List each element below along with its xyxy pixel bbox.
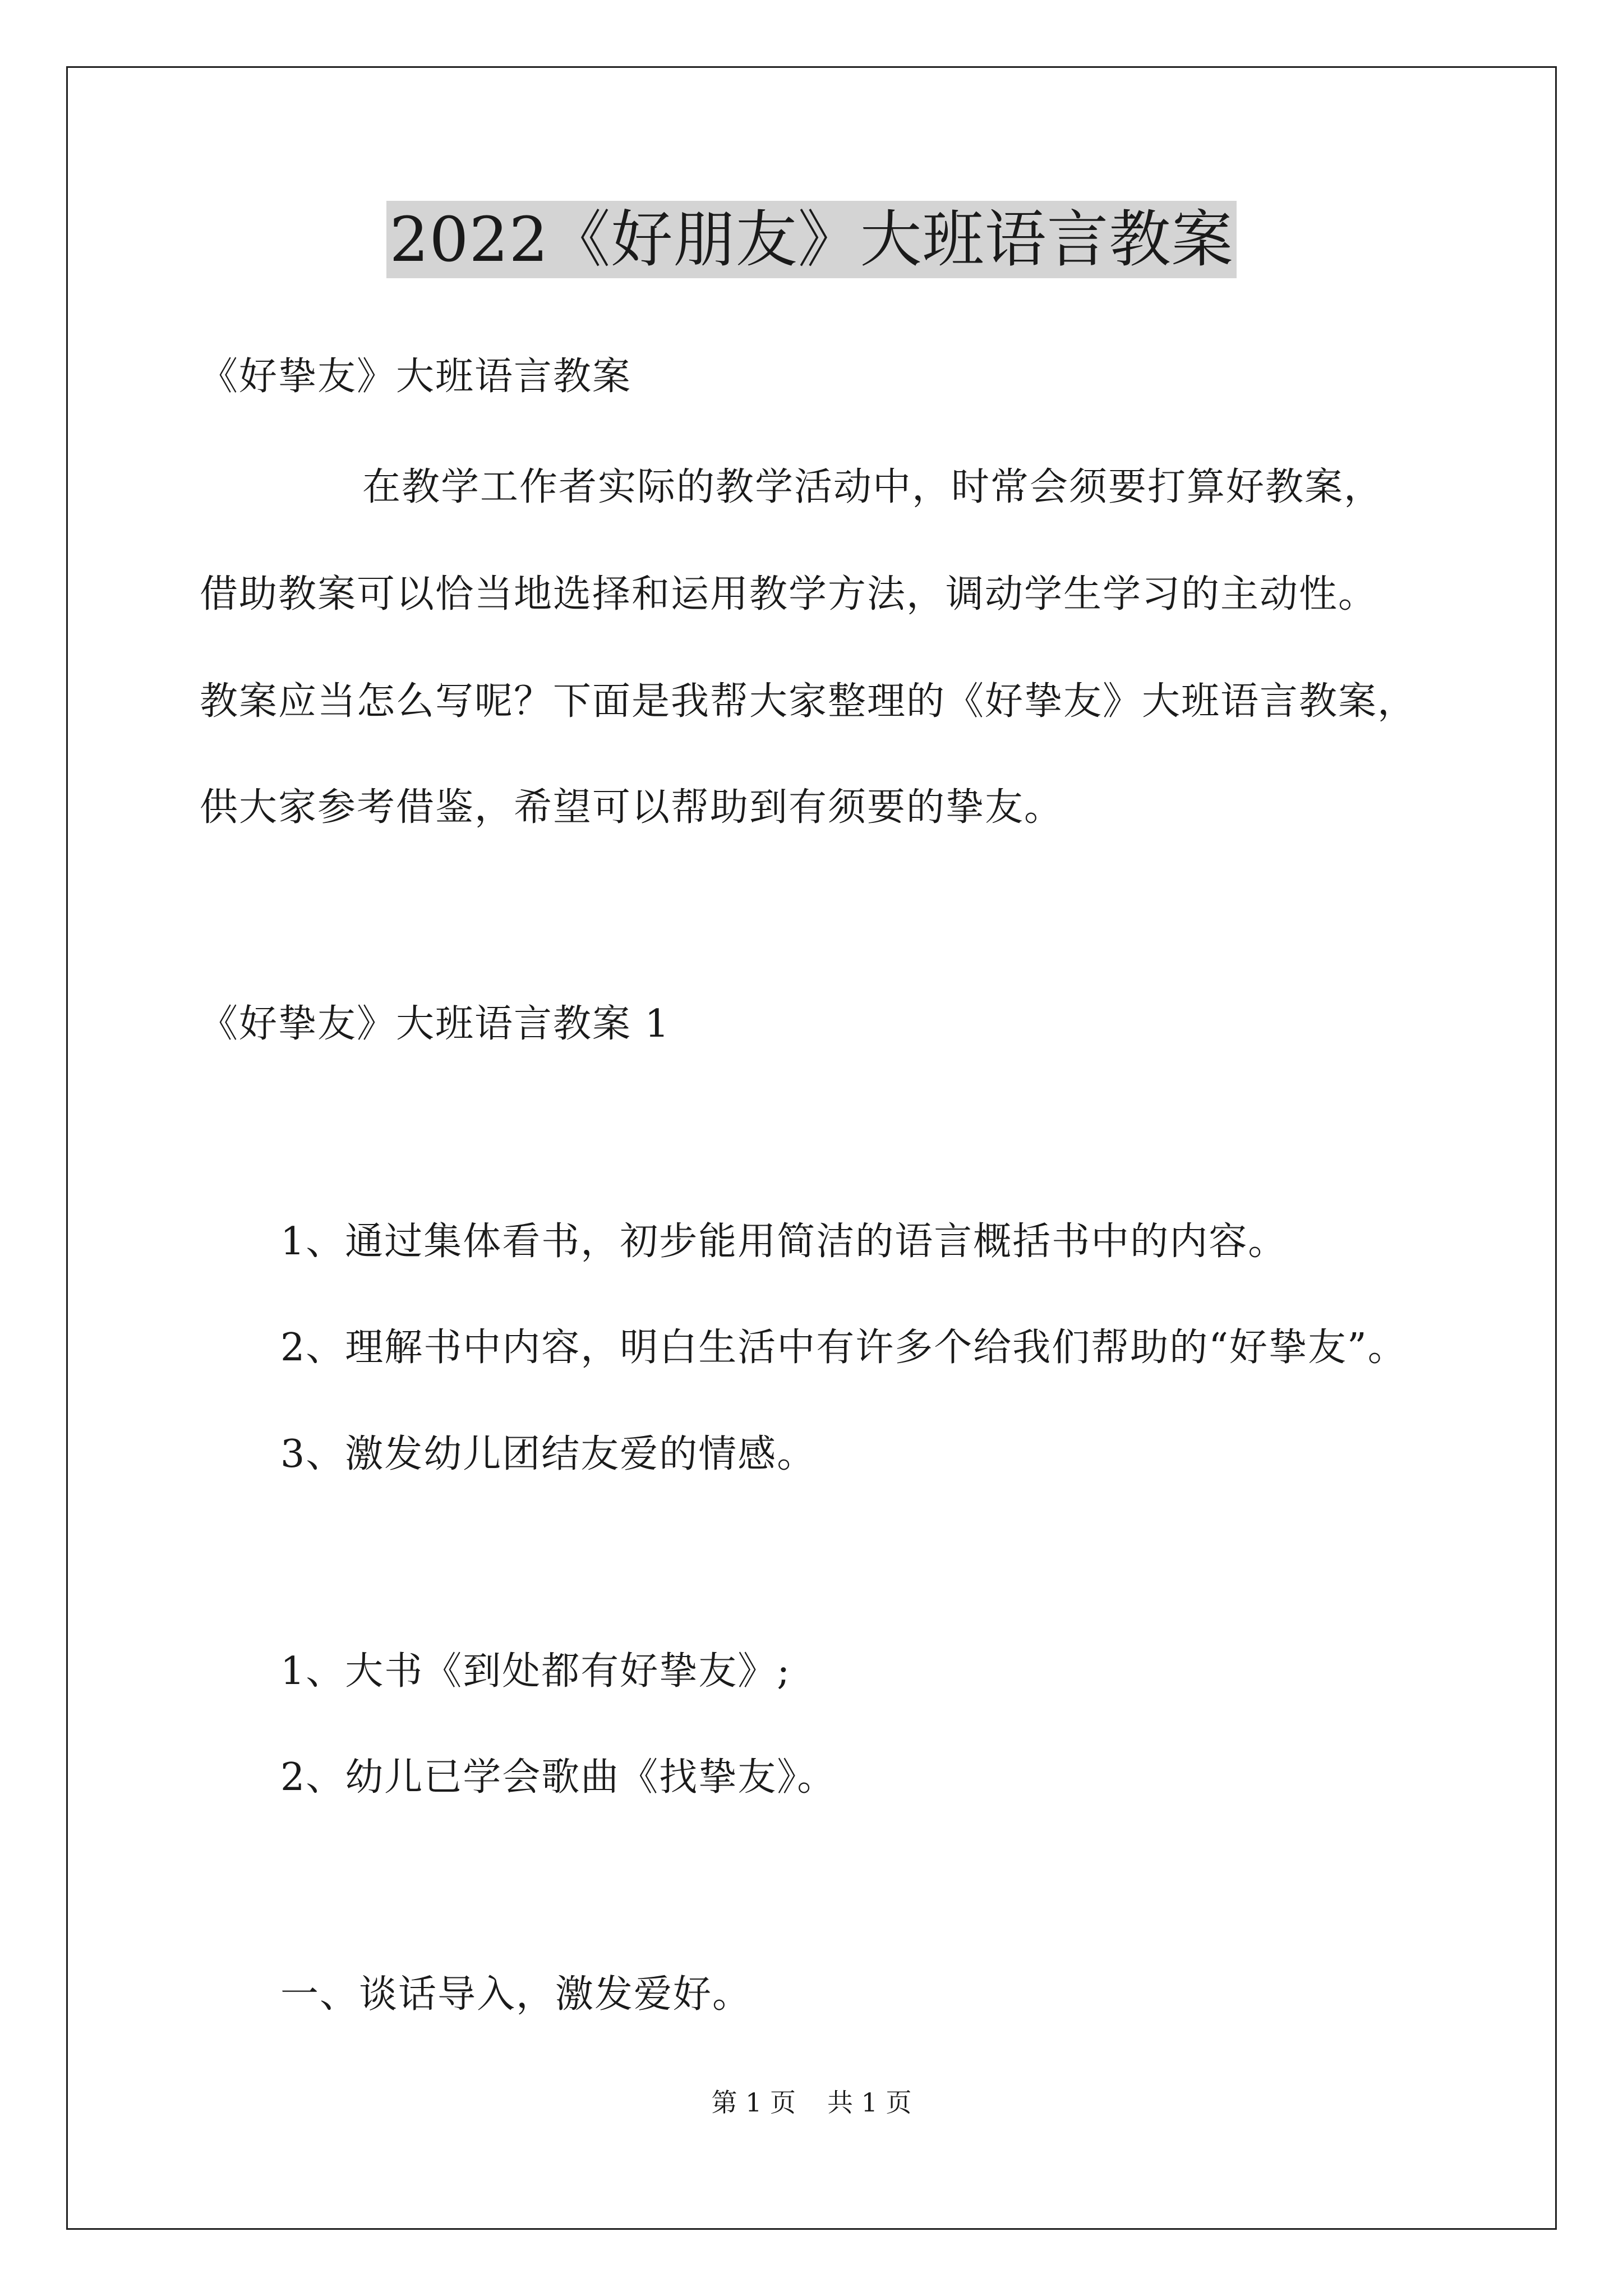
- intro-line-2: 借助教案可以恰当地选择和运用教学方法，调动学生学习的主动性。: [200, 572, 1378, 616]
- section-heading: 《好挚友》大班语言教案 1: [200, 1002, 670, 1046]
- intro-line-4: 供大家参考借鉴，希望可以帮助到有须要的挚友。: [200, 785, 1064, 830]
- document-title-block: [0, 201, 1623, 278]
- document-title: 2022《好朋友》大班语言教案: [386, 201, 1237, 278]
- page-number-current: 第 1 页: [711, 2087, 796, 2118]
- material-item-2: 2、幼儿已学会歌曲《找挚友》。: [280, 1755, 837, 1800]
- intro-line-1: 在教学工作者实际的教学活动中，时常会须要打算好教案，: [362, 465, 1384, 509]
- intro-line-3: 教案应当怎么写呢？下面是我帮大家整理的《好挚友》大班语言教案，: [200, 679, 1417, 724]
- goal-item-1: 1、通过集体看书，初步能用简洁的语言概括书中的内容。: [280, 1220, 1288, 1264]
- material-item-1: 1、大书《到处都有好挚友》;: [280, 1649, 791, 1694]
- goal-item-2: 2、理解书中内容，明白生活中有许多个给我们帮助的“好挚友”。: [280, 1326, 1407, 1370]
- document-subtitle: 《好挚友》大班语言教案: [200, 355, 632, 399]
- page-footer: [0, 2087, 1623, 2118]
- goal-item-3: 3、激发幼儿团结友爱的情感。: [280, 1432, 817, 1476]
- page-number-total: 共 1 页: [827, 2087, 912, 2118]
- process-step-1: 一、谈话导入，激发爱好。: [280, 1972, 752, 2017]
